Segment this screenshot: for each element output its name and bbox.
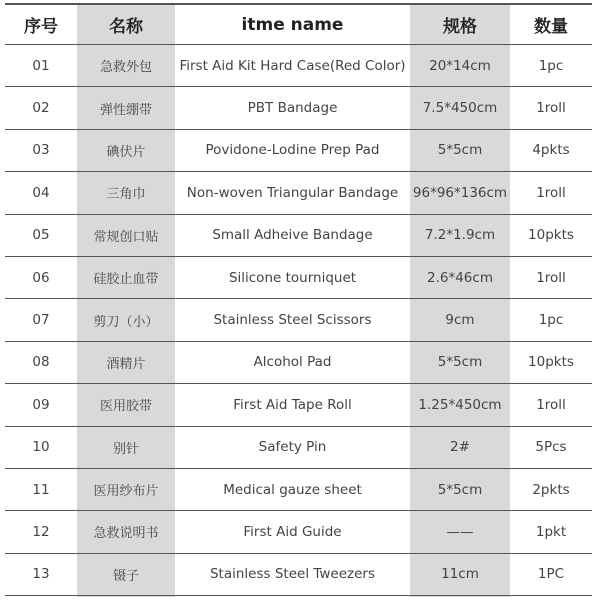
cell-spec: 5*5cm — [437, 142, 483, 159]
cell-spec: 7.2*1.9cm — [424, 227, 496, 244]
table-row — [5, 427, 592, 469]
table-row — [5, 45, 592, 87]
header-spec: 规格 — [443, 17, 477, 37]
cell-item-name: Safety Pin — [258, 439, 327, 456]
cell-name-cn: 剪刀（小） — [93, 314, 159, 330]
cell-name-cn: 碘伏片 — [106, 144, 146, 160]
table-row — [5, 130, 592, 172]
cell-quantity: 1pkt — [535, 523, 567, 540]
cell-quantity: 1pc — [538, 312, 564, 329]
cell-item-name: First Aid Guide — [243, 523, 342, 540]
cell-name-cn: 酒精片 — [106, 356, 146, 372]
cell-spec: 2.6*46cm — [427, 269, 493, 286]
cell-item-name: First Aid Kit Hard Case(Red Color) — [179, 57, 406, 74]
cell-item-name: Stainless Steel Scissors — [213, 312, 372, 329]
cell-spec: 7.5*450cm — [422, 100, 498, 117]
cell-item-name: First Aid Tape Roll — [233, 396, 352, 413]
cell-quantity: 1PC — [537, 566, 565, 583]
cell-index: 12 — [32, 523, 50, 540]
cell-quantity: 1roll — [536, 269, 566, 286]
cell-name-cn: 急救外包 — [99, 60, 152, 76]
cell-index: 07 — [32, 312, 50, 329]
cell-name-cn: 别针 — [112, 441, 139, 457]
cell-quantity: 10pkts — [528, 227, 574, 244]
cell-quantity: 1roll — [536, 100, 566, 117]
table-header — [5, 3, 592, 45]
cell-index: 10 — [32, 439, 50, 456]
table-row — [5, 257, 592, 299]
cell-item-name: Small Adheive Bandage — [212, 227, 373, 244]
cell-item-name: Silicone tourniquet — [228, 269, 357, 286]
cell-name-cn: 硅胶止血带 — [93, 272, 159, 288]
cell-spec: 1.25*450cm — [418, 396, 502, 413]
cell-name-cn: 急救说明书 — [93, 526, 159, 542]
table-row — [5, 469, 592, 511]
cell-item-name: PBT Bandage — [247, 100, 338, 117]
table-row — [5, 215, 592, 257]
header-name-cn: 名称 — [109, 17, 143, 37]
table-row — [5, 384, 592, 426]
cell-spec: —— — [446, 523, 474, 540]
cell-item-name: Alcohol Pad — [253, 354, 332, 371]
cell-index: 04 — [32, 184, 50, 201]
table-row — [5, 87, 592, 129]
cell-item-name: Medical gauze sheet — [223, 481, 362, 498]
cell-index: 13 — [32, 566, 50, 583]
cell-index: 02 — [32, 100, 50, 117]
cell-spec: 9cm — [445, 312, 475, 329]
table-row — [5, 299, 592, 341]
header-quantity: 数量 — [534, 17, 568, 37]
cell-spec: 96*96*136cm — [412, 184, 508, 201]
cell-quantity: 4pkts — [532, 142, 570, 159]
cell-spec: 5*5cm — [437, 354, 483, 371]
table-row — [5, 342, 592, 384]
table-row — [5, 172, 592, 214]
cell-item-name: Non-woven Triangular Bandage — [186, 184, 399, 201]
cell-name-cn: 三角巾 — [106, 187, 146, 203]
cell-spec: 11cm — [441, 566, 479, 583]
header-index: 序号 — [24, 17, 58, 37]
cell-name-cn: 医用胶带 — [99, 399, 152, 415]
cell-quantity: 1roll — [536, 184, 566, 201]
table-row — [5, 511, 592, 553]
cell-spec: 2# — [450, 439, 470, 456]
cell-quantity: 5Pcs — [535, 439, 567, 456]
cell-spec: 5*5cm — [437, 481, 483, 498]
cell-index: 11 — [32, 481, 50, 498]
table-row — [5, 554, 592, 596]
cell-index: 05 — [32, 227, 50, 244]
cell-item-name: Povidone-Lodine Prep Pad — [205, 142, 380, 159]
cell-name-cn: 弹性绷带 — [99, 102, 152, 118]
header-item-name: itme name — [241, 14, 344, 35]
cell-index: 09 — [32, 396, 50, 413]
cell-quantity: 10pkts — [528, 354, 574, 371]
cell-quantity: 1pc — [538, 57, 564, 74]
cell-name-cn: 镊子 — [112, 568, 139, 584]
cell-name-cn: 常规创口贴 — [93, 229, 159, 245]
cell-quantity: 2pkts — [532, 481, 570, 498]
cell-index: 03 — [32, 142, 50, 159]
cell-item-name: Stainless Steel Tweezers — [209, 566, 375, 583]
cell-spec: 20*14cm — [429, 57, 491, 74]
cell-index: 06 — [32, 269, 50, 286]
cell-name-cn: 医用纱布片 — [93, 484, 159, 500]
cell-quantity: 1roll — [536, 396, 566, 413]
cell-index: 01 — [32, 57, 50, 74]
item-table — [5, 3, 592, 596]
cell-index: 08 — [32, 354, 50, 371]
